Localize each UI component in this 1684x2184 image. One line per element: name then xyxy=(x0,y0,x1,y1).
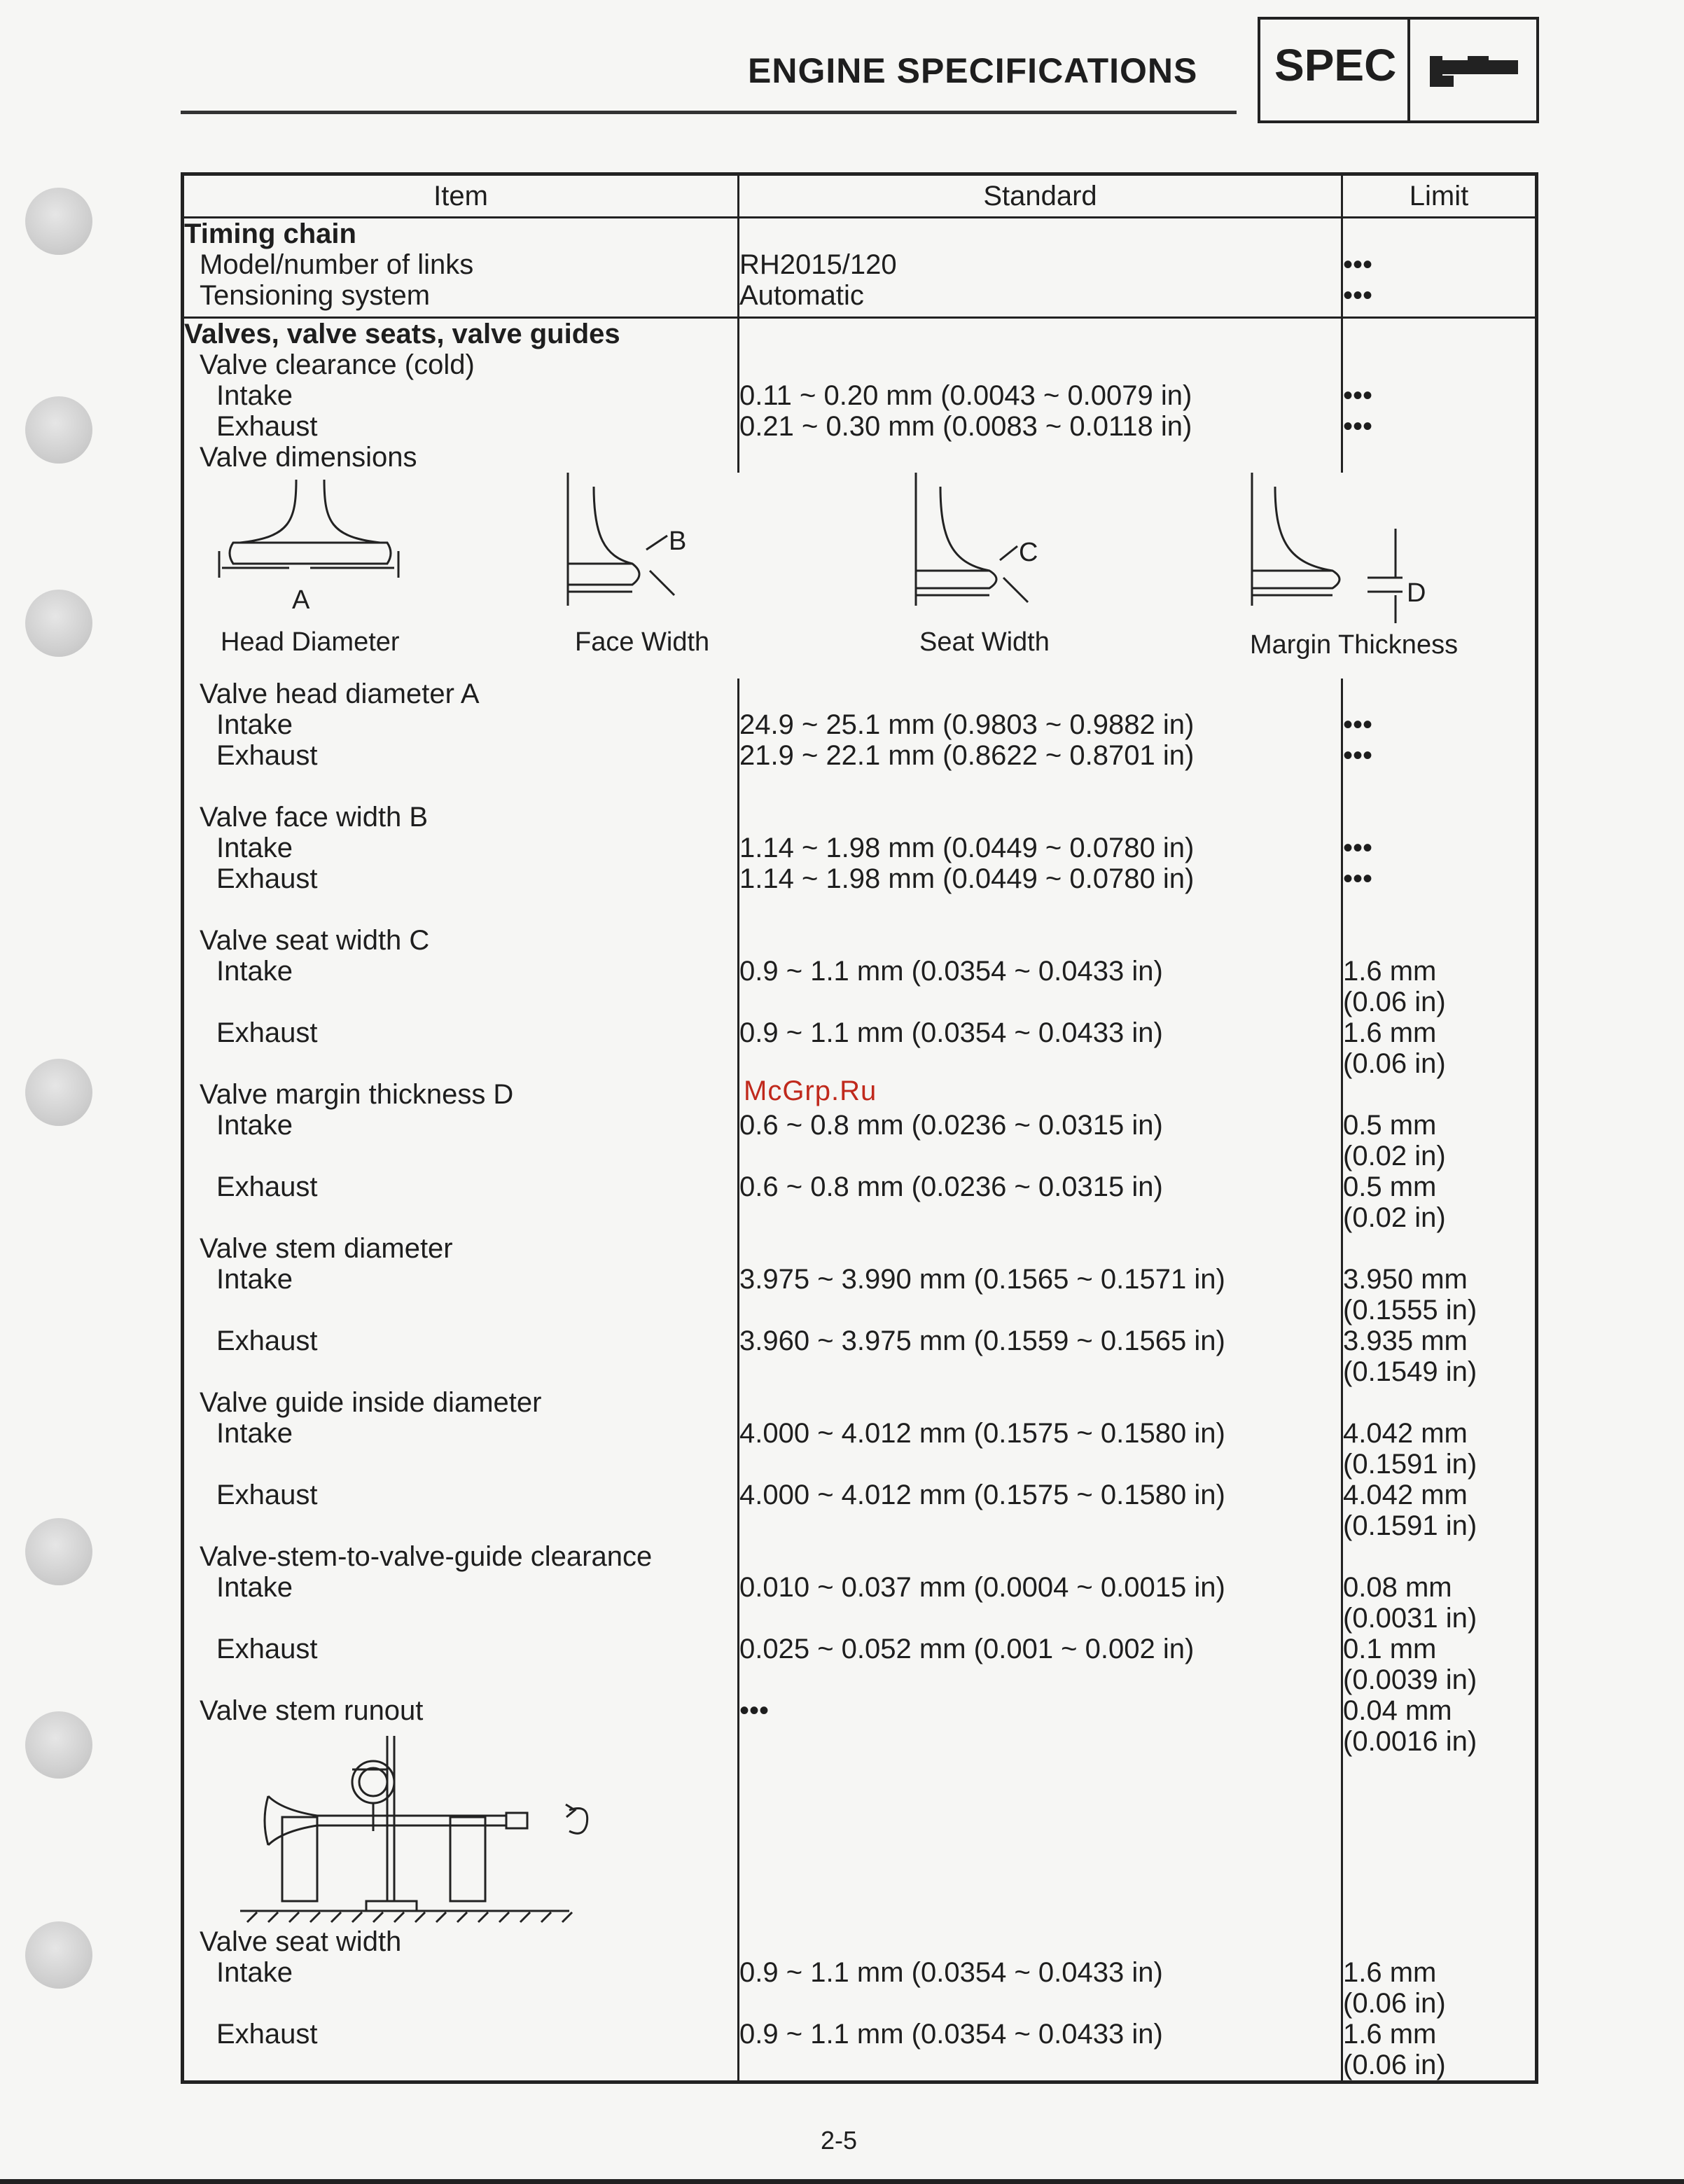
item-sublabel: Exhaust xyxy=(216,1326,318,1356)
table-row-stem-guide-clearance xyxy=(183,1541,1537,1695)
limit-value: 4.042 mm xyxy=(1343,1480,1468,1510)
limit-value-in: (0.06 in) xyxy=(1343,2050,1446,2080)
standard-value: 4.000 ~ 4.012 mm (0.1575 ~ 0.1580 in) xyxy=(739,1480,1225,1510)
table-row-head-diameter xyxy=(183,679,1537,802)
standard-value: RH2015/120 xyxy=(739,249,897,280)
standard-value: 0.6 ~ 0.8 mm (0.0236 ~ 0.0315 in) xyxy=(739,1171,1163,1202)
item-sublabel: Intake xyxy=(216,709,293,740)
binder-hole xyxy=(25,1518,92,1585)
table-row-face-width xyxy=(183,802,1537,925)
limit-value: ••• xyxy=(1343,280,1373,311)
limit-value: ••• xyxy=(1343,709,1373,740)
section-title-valves: Valves, valve seats, valve guides xyxy=(184,319,620,349)
limit-value-in: (0.1591 in) xyxy=(1343,1449,1477,1480)
item-label: Valve margin thickness D xyxy=(200,1079,514,1110)
limit-value: 4.042 mm xyxy=(1343,1418,1468,1449)
limit-value: 1.6 mm xyxy=(1343,1957,1437,1988)
standard-value: 0.010 ~ 0.037 mm (0.0004 ~ 0.0015 in) xyxy=(739,1572,1225,1603)
caption-seat-width: Seat Width xyxy=(919,627,1050,657)
standard-value: 1.14 ~ 1.98 mm (0.0449 ~ 0.0780 in) xyxy=(739,833,1195,863)
label-a: A xyxy=(292,585,310,615)
item-label: Valve stem runout xyxy=(200,1695,424,1726)
limit-value: 0.5 mm xyxy=(1343,1171,1437,1202)
page-title: ENGINE SPECIFICATIONS xyxy=(748,51,1198,90)
limit-value: ••• xyxy=(1343,833,1373,863)
limit-value: ••• xyxy=(1343,863,1373,894)
table-row-guide-inside-diameter xyxy=(183,1387,1537,1541)
limit-value-in: (0.02 in) xyxy=(1343,1202,1446,1233)
limit-value: ••• xyxy=(1343,411,1373,442)
limit-value: 1.6 mm xyxy=(1343,2019,1437,2050)
limit-value-in: (0.0039 in) xyxy=(1343,1664,1477,1695)
caption-face-width: Face Width xyxy=(575,627,710,657)
binder-hole xyxy=(25,396,92,464)
item-sublabel: Intake xyxy=(216,833,293,863)
item-label: Valve-stem-to-valve-guide clearance xyxy=(200,1541,653,1572)
limit-value: 0.5 mm xyxy=(1343,1110,1437,1141)
limit-value: ••• xyxy=(1343,380,1373,411)
standard-value: 0.9 ~ 1.1 mm (0.0354 ~ 0.0433 in) xyxy=(739,956,1163,987)
item-label: Valve seat width xyxy=(200,1926,402,1957)
standard-value: 0.025 ~ 0.052 mm (0.001 ~ 0.002 in) xyxy=(739,1634,1195,1664)
watermark-text: McGrp.Ru xyxy=(744,1076,877,1106)
limit-value-in: (0.1549 in) xyxy=(1343,1356,1477,1387)
item-sublabel: Intake xyxy=(216,1572,293,1603)
item-label: Valve clearance (cold) xyxy=(200,349,475,380)
standard-value: 0.9 ~ 1.1 mm (0.0354 ~ 0.0433 in) xyxy=(739,1017,1163,1048)
binder-hole xyxy=(25,590,92,657)
spec-table xyxy=(181,172,1538,2084)
standard-value: 4.000 ~ 4.012 mm (0.1575 ~ 0.1580 in) xyxy=(739,1418,1225,1449)
label-b: B xyxy=(669,527,687,556)
item-sublabel: Intake xyxy=(216,380,293,411)
item-label: Valve dimensions xyxy=(200,442,417,473)
item-sublabel: Intake xyxy=(216,1110,293,1141)
limit-value: 3.950 mm xyxy=(1343,1264,1468,1295)
column-header-standard: Standard xyxy=(739,174,1342,218)
limit-value-in: (0.0016 in) xyxy=(1343,1726,1477,1757)
limit-value: 1.6 mm xyxy=(1343,1017,1437,1048)
limit-value-in: (0.06 in) xyxy=(1343,1988,1446,2019)
standard-value: 21.9 ~ 22.1 mm (0.8622 ~ 0.8701 in) xyxy=(739,740,1195,771)
standard-value: 3.975 ~ 3.990 mm (0.1565 ~ 0.1571 in) xyxy=(739,1264,1225,1295)
column-header-limit: Limit xyxy=(1342,174,1537,218)
standard-value: 0.11 ~ 0.20 mm (0.0043 ~ 0.0079 in) xyxy=(739,380,1192,411)
item-label: Tensioning system xyxy=(200,280,431,311)
standard-value: 0.6 ~ 0.8 mm (0.0236 ~ 0.0315 in) xyxy=(739,1110,1163,1141)
limit-value: 0.08 mm xyxy=(1343,1572,1452,1603)
item-sublabel: Exhaust xyxy=(216,1017,318,1048)
standard-value: 0.21 ~ 0.30 mm (0.0083 ~ 0.0118 in) xyxy=(739,411,1192,442)
dial-gauge-diagram xyxy=(240,1726,618,1926)
limit-value-in: (0.1555 in) xyxy=(1343,1295,1477,1326)
standard-value: 24.9 ~ 25.1 mm (0.9803 ~ 0.9882 in) xyxy=(739,709,1195,740)
caliper-icon xyxy=(1426,50,1521,92)
standard-value: ••• xyxy=(739,1695,770,1726)
item-label: Valve stem diameter xyxy=(200,1233,453,1264)
limit-value: 0.04 mm xyxy=(1343,1695,1452,1726)
item-sublabel: Intake xyxy=(216,1418,293,1449)
standard-value: 0.9 ~ 1.1 mm (0.0354 ~ 0.0433 in) xyxy=(739,2019,1163,2050)
bottom-edge xyxy=(0,2179,1684,2184)
limit-value-in: (0.06 in) xyxy=(1343,987,1446,1017)
item-sublabel: Exhaust xyxy=(216,411,318,442)
table-row-seat-width xyxy=(183,1926,1537,2082)
limit-value-in: (0.06 in) xyxy=(1343,1048,1446,1079)
item-sublabel: Intake xyxy=(216,1264,293,1295)
limit-value: 0.1 mm xyxy=(1343,1634,1437,1664)
binder-hole xyxy=(25,188,92,255)
table-row-stem-diameter xyxy=(183,1233,1537,1387)
item-sublabel: Intake xyxy=(216,956,293,987)
limit-value: 3.935 mm xyxy=(1343,1326,1468,1356)
label-c: C xyxy=(1019,538,1038,567)
item-label: Model/number of links xyxy=(200,249,474,280)
standard-value: 3.960 ~ 3.975 mm (0.1559 ~ 0.1565 in) xyxy=(739,1326,1225,1356)
limit-value: 1.6 mm xyxy=(1343,956,1437,987)
spec-badge-text: SPEC xyxy=(1274,40,1397,90)
standard-value: 0.9 ~ 1.1 mm (0.0354 ~ 0.0433 in) xyxy=(739,1957,1163,1988)
standard-value: Automatic xyxy=(739,280,864,311)
item-label: Valve face width B xyxy=(200,802,429,833)
caption-head-diameter: Head Diameter xyxy=(221,627,400,657)
runout-figure xyxy=(184,1726,737,1926)
limit-value-in: (0.1591 in) xyxy=(1343,1510,1477,1541)
standard-value: 1.14 ~ 1.98 mm (0.0449 ~ 0.0780 in) xyxy=(739,863,1195,894)
item-sublabel: Exhaust xyxy=(216,1634,318,1664)
limit-value: ••• xyxy=(1343,249,1373,280)
table-row-timing-chain xyxy=(183,218,1537,318)
section-title-timing-chain: Timing chain xyxy=(184,218,356,249)
item-sublabel: Exhaust xyxy=(216,1171,318,1202)
binder-hole xyxy=(25,1059,92,1126)
item-label: Valve seat width C xyxy=(200,925,430,956)
binder-hole xyxy=(25,1921,92,1989)
item-sublabel: Intake xyxy=(216,1957,293,1988)
spec-badge xyxy=(1258,17,1539,123)
limit-value: ••• xyxy=(1343,740,1373,771)
item-sublabel: Exhaust xyxy=(216,2019,318,2050)
item-label: Valve guide inside diameter xyxy=(200,1387,542,1418)
spec-badge-divider xyxy=(1407,20,1410,120)
table-header-row xyxy=(183,174,1537,218)
label-d: D xyxy=(1407,578,1426,608)
binder-hole xyxy=(25,1711,92,1779)
page-number: 2-5 xyxy=(821,2126,858,2155)
header-rule xyxy=(181,111,1237,114)
table-row-valve-diagrams xyxy=(183,473,1537,679)
table-row-valve-clearance xyxy=(183,318,1537,473)
limit-value-in: (0.02 in) xyxy=(1343,1141,1446,1171)
limit-value-in: (0.0031 in) xyxy=(1343,1603,1477,1634)
item-label: Valve head diameter A xyxy=(200,679,480,709)
item-sublabel: Exhaust xyxy=(216,740,318,771)
table-row-stem-runout xyxy=(183,1695,1537,1926)
table-row-seat-width-c xyxy=(183,925,1537,1079)
column-header-item: Item xyxy=(183,174,739,218)
caption-margin-thickness: Margin Thickness xyxy=(1250,630,1459,660)
item-sublabel: Exhaust xyxy=(216,1480,318,1510)
valve-dimension-figure xyxy=(184,473,1535,679)
item-sublabel: Exhaust xyxy=(216,863,318,894)
